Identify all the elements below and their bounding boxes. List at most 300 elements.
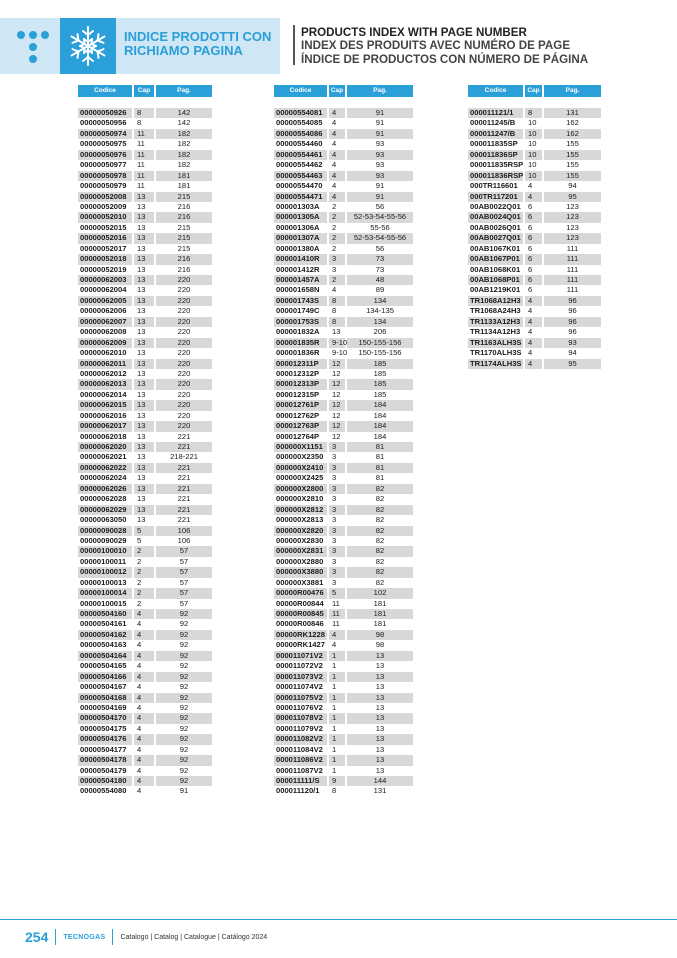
product-code: 000000X2813	[274, 515, 327, 525]
table-row	[274, 651, 415, 661]
product-code: 000000X3880	[274, 567, 327, 577]
product-code: 000011079V2	[274, 724, 327, 734]
chapter: 3	[329, 484, 345, 494]
chapter: 6	[525, 254, 542, 264]
header-cap: Cap	[134, 85, 154, 97]
product-code: 00000052018	[78, 254, 132, 264]
page-ref: 91	[347, 192, 413, 202]
product-code: 000011072V2	[274, 661, 327, 671]
page-ref: 221	[156, 494, 212, 504]
page-ref: 13	[347, 766, 413, 776]
page-ref: 131	[544, 108, 601, 118]
chapter: 4	[329, 192, 345, 202]
table-row	[78, 557, 214, 567]
page-ref: 220	[156, 411, 212, 421]
table-row	[274, 546, 415, 556]
chapter: 3	[329, 578, 345, 588]
table-row	[78, 244, 214, 254]
table-row	[274, 713, 415, 723]
page-ref: 181	[156, 181, 212, 191]
chapter: 4	[134, 661, 154, 671]
product-code: 00000100011	[78, 557, 132, 567]
page-ref: 162	[544, 118, 601, 128]
product-code: 00000062018	[78, 432, 132, 442]
chapter: 13	[134, 306, 154, 316]
table-row	[274, 432, 415, 442]
product-code: 000001743S	[274, 296, 327, 306]
product-code: 00000504164	[78, 651, 132, 661]
page-ref: 185	[347, 369, 413, 379]
product-code: 000001835R	[274, 338, 327, 348]
chapter: 1	[329, 766, 345, 776]
page-ref: 55-56	[347, 223, 413, 233]
chapter: 11	[134, 171, 154, 181]
chapter: 13	[134, 452, 154, 462]
chapter: 4	[134, 766, 154, 776]
chapter: 3	[329, 567, 345, 577]
product-code: 000011071V2	[274, 651, 327, 661]
page-ref: 142	[156, 118, 212, 128]
table-row	[274, 160, 415, 170]
chapter: 8	[329, 306, 345, 316]
table-row	[78, 212, 214, 222]
chapter: 13	[134, 421, 154, 431]
page-ref: 82	[347, 578, 413, 588]
product-code: 00000504175	[78, 724, 132, 734]
product-code: 00000100015	[78, 599, 132, 609]
chapter: 4	[134, 630, 154, 640]
table-row	[274, 588, 415, 598]
header-divider	[293, 25, 295, 65]
chapter: 11	[329, 619, 345, 629]
table-row	[78, 651, 214, 661]
product-code: 000001457A	[274, 275, 327, 285]
chapter: 4	[134, 755, 154, 765]
page-ref: 221	[156, 463, 212, 473]
table-row	[468, 285, 603, 295]
table-row	[274, 693, 415, 703]
chapter: 12	[329, 432, 345, 442]
chapter: 13	[134, 369, 154, 379]
chapter: 4	[134, 693, 154, 703]
page-ref: 182	[156, 160, 212, 170]
table-row	[468, 150, 603, 160]
page-ref: 92	[156, 630, 212, 640]
chapter: 4	[329, 630, 345, 640]
table-row	[78, 379, 214, 389]
table-header	[78, 85, 214, 97]
product-code: 00000052008	[78, 192, 132, 202]
chapter: 2	[329, 202, 345, 212]
product-code: 00000100013	[78, 578, 132, 588]
table-row	[274, 672, 415, 682]
chapter: 13	[134, 432, 154, 442]
page-ref: 92	[156, 640, 212, 650]
index-table-2	[274, 85, 415, 797]
product-code: 000001380A	[274, 244, 327, 254]
product-code: TR1068A12H3	[468, 296, 523, 306]
table-row	[78, 108, 214, 118]
header-code: Codice	[78, 85, 132, 97]
table-row	[274, 296, 415, 306]
page-ref: 57	[156, 578, 212, 588]
product-code: 000012315P	[274, 390, 327, 400]
page-ref: 220	[156, 421, 212, 431]
chapter: 1	[329, 693, 345, 703]
chapter: 6	[525, 265, 542, 275]
table-row	[274, 703, 415, 713]
page-ref: 92	[156, 724, 212, 734]
product-code: 00AB0027Q01	[468, 233, 523, 243]
chapter: 4	[134, 776, 154, 786]
product-code: 00AB1067P01	[468, 254, 523, 264]
product-code: 00000050978	[78, 171, 132, 181]
chapter: 13	[134, 275, 154, 285]
product-code: 00000052015	[78, 223, 132, 233]
page-ref: 221	[156, 484, 212, 494]
chapter: 12	[329, 359, 345, 369]
product-code: 00000062006	[78, 306, 132, 316]
table-row	[274, 244, 415, 254]
footer-rule	[0, 919, 677, 920]
chapter: 10	[525, 118, 542, 128]
product-code: 00000062013	[78, 379, 132, 389]
table-row	[274, 766, 415, 776]
table-row	[274, 306, 415, 316]
table-row	[78, 400, 214, 410]
page-ref: 48	[347, 275, 413, 285]
page-ref: 111	[544, 265, 601, 275]
page-ref: 13	[347, 693, 413, 703]
chapter: 9-10	[329, 348, 345, 358]
chapter: 4	[329, 129, 345, 139]
product-code: 00000090029	[78, 536, 132, 546]
product-code: 00000504177	[78, 745, 132, 755]
product-code: 000012763P	[274, 421, 327, 431]
product-code: 00000504163	[78, 640, 132, 650]
page-ref: 98	[347, 640, 413, 650]
chapter: 13	[134, 505, 154, 515]
product-code: 00000052010	[78, 212, 132, 222]
chapter: 13	[134, 442, 154, 452]
chapter: 4	[134, 651, 154, 661]
table-row	[274, 557, 415, 567]
table-row	[274, 348, 415, 358]
product-code: 00AB1068P01	[468, 275, 523, 285]
header-title-es: ÍNDICE DE PRODUCTOS CON NÚMERO DE PÁGINA	[301, 52, 589, 66]
chapter: 6	[525, 275, 542, 285]
product-code: 00000504162	[78, 630, 132, 640]
page-ref: 221	[156, 442, 212, 452]
table-row	[78, 484, 214, 494]
chapter: 13	[134, 296, 154, 306]
table-row	[468, 317, 603, 327]
chapter: 4	[525, 359, 542, 369]
page-ref: 93	[347, 160, 413, 170]
footer-divider	[55, 929, 56, 945]
page-ref: 91	[156, 786, 212, 796]
chapter: 13	[134, 411, 154, 421]
table-row	[78, 254, 214, 264]
page-ref: 82	[347, 505, 413, 515]
chapter: 2	[134, 567, 154, 577]
chapter: 4	[329, 640, 345, 650]
chapter: 4	[525, 338, 542, 348]
page-ref: 13	[347, 682, 413, 692]
page-ref: 92	[156, 745, 212, 755]
page-ref: 93	[347, 150, 413, 160]
table-row	[274, 745, 415, 755]
page-ref: 220	[156, 327, 212, 337]
table-row	[468, 254, 603, 264]
chapter: 9	[329, 776, 345, 786]
table-row	[274, 526, 415, 536]
table-row	[274, 118, 415, 128]
page-ref: 56	[347, 244, 413, 254]
chapter: 3	[329, 536, 345, 546]
page-ref: 82	[347, 557, 413, 567]
chapter: 8	[329, 317, 345, 327]
chapter: 8	[329, 296, 345, 306]
chapter: 13	[134, 379, 154, 389]
page-ref: 52-53-54-55-56	[347, 212, 413, 222]
product-code: 00000554470	[274, 181, 327, 191]
page-ref: 56	[347, 202, 413, 212]
chapter: 3	[329, 515, 345, 525]
product-code: 000000X2812	[274, 505, 327, 515]
product-code: 000001753S	[274, 317, 327, 327]
table-row	[78, 776, 214, 786]
page-ref: 81	[347, 452, 413, 462]
table-row	[274, 578, 415, 588]
table-row	[78, 265, 214, 275]
chapter: 12	[329, 379, 345, 389]
table-row	[274, 379, 415, 389]
chapter: 3	[329, 546, 345, 556]
product-code: 00000100010	[78, 546, 132, 556]
product-code: TR1170ALH3S	[470, 348, 522, 358]
chapter: 6	[525, 233, 542, 243]
chapter: 10	[525, 171, 542, 181]
product-code: 00000050975	[78, 139, 132, 149]
product-code: 00000052009	[78, 202, 132, 212]
chapter: 2	[134, 578, 154, 588]
page-ref: 92	[156, 682, 212, 692]
table-row	[274, 254, 415, 264]
chapter: 13	[134, 223, 154, 233]
table-row	[78, 421, 214, 431]
chapter: 12	[329, 369, 345, 379]
chapter: 12	[329, 411, 345, 421]
product-code: 000000X1151	[274, 442, 327, 452]
product-code: 00000554080	[78, 786, 132, 796]
table-row	[274, 129, 415, 139]
table-row	[274, 786, 415, 796]
table-row	[78, 713, 214, 723]
chapter: 8	[134, 118, 154, 128]
table-row	[468, 108, 603, 118]
product-code: 000011111/S	[274, 776, 327, 786]
table-row	[78, 546, 214, 556]
page-ref: 95	[544, 192, 601, 202]
table-row	[78, 515, 214, 525]
chapter: 4	[134, 609, 154, 619]
page-ref: 57	[156, 599, 212, 609]
chapter: 1	[329, 682, 345, 692]
page-ref: 220	[156, 317, 212, 327]
chapter: 11	[329, 599, 345, 609]
chapter: 3	[329, 452, 345, 462]
product-code: 00000052017	[78, 244, 132, 254]
chapter: 4	[329, 171, 345, 181]
chapter: 13	[134, 244, 154, 254]
page-ref: 82	[347, 536, 413, 546]
page-ref: 102	[347, 588, 413, 598]
table-row	[274, 150, 415, 160]
page-ref: 13	[347, 672, 413, 682]
table-row	[78, 505, 214, 515]
table-row	[78, 390, 214, 400]
page-ref: 185	[347, 359, 413, 369]
table-row	[274, 734, 415, 744]
table-row	[78, 693, 214, 703]
page-ref: 91	[347, 108, 413, 118]
page-ref: 96	[544, 296, 601, 306]
page-ref: 220	[156, 390, 212, 400]
product-code: 000012764P	[274, 432, 327, 442]
page-ref: 220	[156, 359, 212, 369]
page-ref: 216	[156, 202, 212, 212]
chapter: 8	[329, 786, 345, 796]
product-code: 000011835RSP	[470, 160, 524, 170]
product-code: 00000504170	[78, 713, 132, 723]
product-code: 000000X2830	[274, 536, 327, 546]
table-row	[274, 327, 415, 337]
page-ref: 52-53-54-55-56	[347, 233, 413, 243]
product-code: 00000554471	[274, 192, 327, 202]
table-row	[274, 181, 415, 191]
table-row	[78, 202, 214, 212]
table-row	[78, 348, 214, 358]
page-ref: 92	[156, 619, 212, 629]
product-code: 000000X2880	[274, 557, 327, 567]
page-ref: 185	[347, 390, 413, 400]
table-row	[78, 494, 214, 504]
page-ref: 221	[156, 515, 212, 525]
product-code: 000011121/1	[468, 108, 523, 118]
page-ref: 13	[347, 724, 413, 734]
product-code: 00000062028	[78, 494, 132, 504]
product-code: 000012761P	[274, 400, 327, 410]
table-row	[78, 786, 214, 796]
chapter: 13	[134, 265, 154, 275]
page-ref: 106	[156, 526, 212, 536]
index-table-3	[468, 85, 603, 369]
product-code: 00000504178	[78, 755, 132, 765]
table-row	[274, 630, 415, 640]
brand-dots-icon	[17, 27, 53, 63]
product-code: 00000062008	[78, 327, 132, 337]
table-row	[274, 369, 415, 379]
table-row	[274, 755, 415, 765]
page-ref: 13	[347, 734, 413, 744]
chapter: 3	[329, 557, 345, 567]
index-table-1	[78, 85, 214, 797]
page-ref: 13	[347, 745, 413, 755]
product-code: 00AB0026Q01	[468, 223, 523, 233]
table-row	[78, 526, 214, 536]
page-ref: 82	[347, 526, 413, 536]
table-row	[274, 233, 415, 243]
page-ref: 111	[544, 244, 601, 254]
table-row	[468, 275, 603, 285]
product-code: 00000504161	[78, 619, 132, 629]
page-ref: 92	[156, 609, 212, 619]
product-code: 000011120/1	[274, 786, 327, 796]
table-row	[78, 588, 214, 598]
chapter: 4	[329, 139, 345, 149]
product-code: 000001305A	[274, 212, 327, 222]
page-ref: 218-221	[156, 452, 212, 462]
product-code: 00000504165	[78, 661, 132, 671]
product-code: 00000504168	[78, 693, 132, 703]
product-code: 000011835SP	[468, 139, 523, 149]
page-ref: 13	[347, 755, 413, 765]
table-row	[78, 369, 214, 379]
page-ref: 92	[156, 734, 212, 744]
table-row	[468, 265, 603, 275]
table-row	[468, 233, 603, 243]
product-code: 00AB0024Q01	[468, 212, 523, 222]
chapter: 4	[525, 192, 542, 202]
table-row	[78, 192, 214, 202]
product-code: 000000X2831	[274, 546, 327, 556]
chapter: 4	[525, 348, 542, 358]
table-row	[78, 181, 214, 191]
page-ref: 215	[156, 223, 212, 233]
table-row	[274, 505, 415, 515]
page-ref: 155	[544, 139, 601, 149]
chapter: 1	[329, 724, 345, 734]
page-ref: 92	[156, 766, 212, 776]
table-row	[78, 223, 214, 233]
header-title-it: INDICE PRODOTTI CON RICHIAMO PAGINA	[124, 29, 272, 58]
table-row	[78, 317, 214, 327]
page-ref: 94	[544, 348, 601, 358]
product-code: 00000062020	[78, 442, 132, 452]
table-row	[78, 619, 214, 629]
header-page: Pag.	[156, 85, 212, 97]
page-ref: 184	[347, 421, 413, 431]
page-ref: 98	[347, 630, 413, 640]
chapter: 13	[134, 463, 154, 473]
header-title-fr: INDEX DES PRODUITS AVEC NUMÉRO DE PAGE	[301, 39, 571, 53]
table-row	[78, 452, 214, 462]
chapter: 13	[134, 359, 154, 369]
product-code: 000000X2820	[274, 526, 327, 536]
header-titles	[301, 26, 588, 66]
page-ref: 57	[156, 557, 212, 567]
page-ref: 13	[347, 713, 413, 723]
brand-name: TECNOGAS	[63, 933, 106, 941]
chapter: 5	[134, 536, 154, 546]
page-ref: 181	[347, 619, 413, 629]
chapter: 4	[525, 296, 542, 306]
page-ref: 134	[347, 296, 413, 306]
page-ref: 92	[156, 661, 212, 671]
page-ref: 92	[156, 755, 212, 765]
page-ref: 155	[544, 150, 601, 160]
